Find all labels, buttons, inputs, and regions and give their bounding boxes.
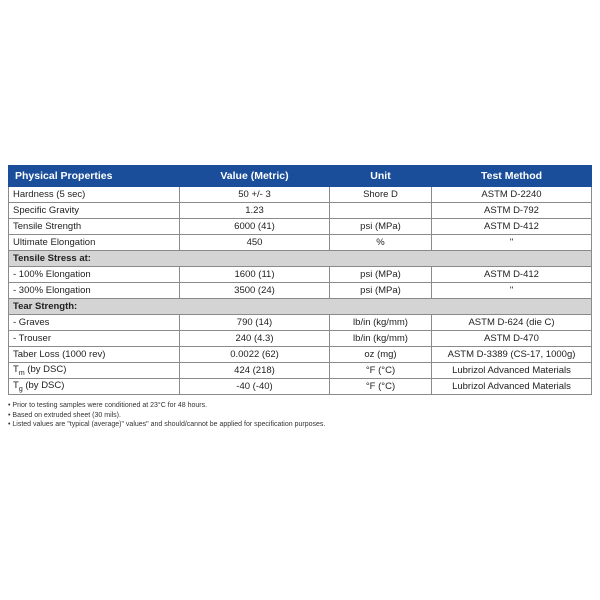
value-cell: 1600 (11) [180,267,330,283]
method-cell: Lubrizol Advanced Materials [432,363,592,379]
unit-cell: Shore D [330,187,432,203]
section-label: Tear Strength: [9,299,592,315]
header-test-method: Test Method [432,166,592,187]
footnote: • Based on extruded sheet (30 mils). [8,411,121,419]
table-row [9,267,592,283]
footnotes [8,401,591,430]
table-row [9,363,592,379]
section-header-row [9,299,592,315]
property-cell: Tensile Strength [9,219,180,235]
unit-cell: °F (°C) [330,379,432,395]
value-cell: -40 (-40) [180,379,330,395]
footnote: • Prior to testing samples were conditioned at 23°C for 48 hours. [8,402,208,409]
property-cell: Specific Gravity [9,203,180,219]
unit-cell: °F (°C) [330,363,432,379]
property-cell: Ultimate Elongation [9,235,180,251]
table-row [9,315,592,331]
property-cell: - 300% Elongation [9,283,180,299]
property-cell: Hardness (5 sec) [9,187,180,203]
method-cell: ASTM D-3389 (CS-17, 1000g) [432,347,592,363]
header-physical-properties: Physical Properties [9,166,180,187]
value-cell: 50 +/- 3 [180,187,330,203]
property-cell: Taber Loss (1000 rev) [9,347,180,363]
value-cell: 0.0022 (62) [180,347,330,363]
unit-cell: lb/in (kg/mm) [330,315,432,331]
method-cell: " [432,235,592,251]
footnote: • Listed values are "typical (average)" values" and should/cannot be applied for specification purposes. [8,421,326,428]
table-body [9,187,592,395]
table-row [9,283,592,299]
table-row [9,187,592,203]
unit-cell: psi (MPa) [330,283,432,299]
value-cell: 6000 (41) [180,219,330,235]
property-subscript: m [18,369,25,377]
property-subscript: g [18,385,23,393]
method-cell: ASTM D-412 [432,219,592,235]
property-cell: - Trouser [9,331,180,347]
table-row [9,203,592,219]
method-cell: ASTM D-412 [432,267,592,283]
property-cell [9,379,180,395]
table-row [9,219,592,235]
method-cell: ASTM D-2240 [432,187,592,203]
physical-properties-table [8,165,592,395]
section-label: Tensile Stress at: [9,251,592,267]
unit-cell: oz (mg) [330,347,432,363]
unit-cell: % [330,235,432,251]
property-cell [9,363,180,379]
unit-cell: psi (MPa) [330,219,432,235]
method-cell: ASTM D-792 [432,203,592,219]
method-cell: Lubrizol Advanced Materials [432,379,592,395]
value-cell: 240 (4.3) [180,331,330,347]
property-suffix: (by DSC) [24,364,67,376]
table-header-row [9,166,592,187]
value-cell: 790 (14) [180,315,330,331]
table-row [9,379,592,395]
property-symbol: T [13,364,19,376]
method-cell: ASTM D-624 (die C) [432,315,592,331]
property-cell: - Graves [9,315,180,331]
properties-sheet [8,165,591,430]
method-cell: ASTM D-470 [432,331,592,347]
unit-cell [330,203,432,219]
value-cell: 424 (218) [180,363,330,379]
section-header-row [9,251,592,267]
unit-cell: psi (MPa) [330,267,432,283]
table-row [9,347,592,363]
value-cell: 450 [180,235,330,251]
unit-cell: lb/in (kg/mm) [330,331,432,347]
table-row [9,331,592,347]
table-row [9,235,592,251]
property-symbol: T [13,380,19,392]
header-unit: Unit [330,166,432,187]
property-cell: - 100% Elongation [9,267,180,283]
header-value-metric: Value (Metric) [180,166,330,187]
method-cell: " [432,283,592,299]
value-cell: 1.23 [180,203,330,219]
value-cell: 3500 (24) [180,283,330,299]
property-suffix: (by DSC) [22,380,65,392]
